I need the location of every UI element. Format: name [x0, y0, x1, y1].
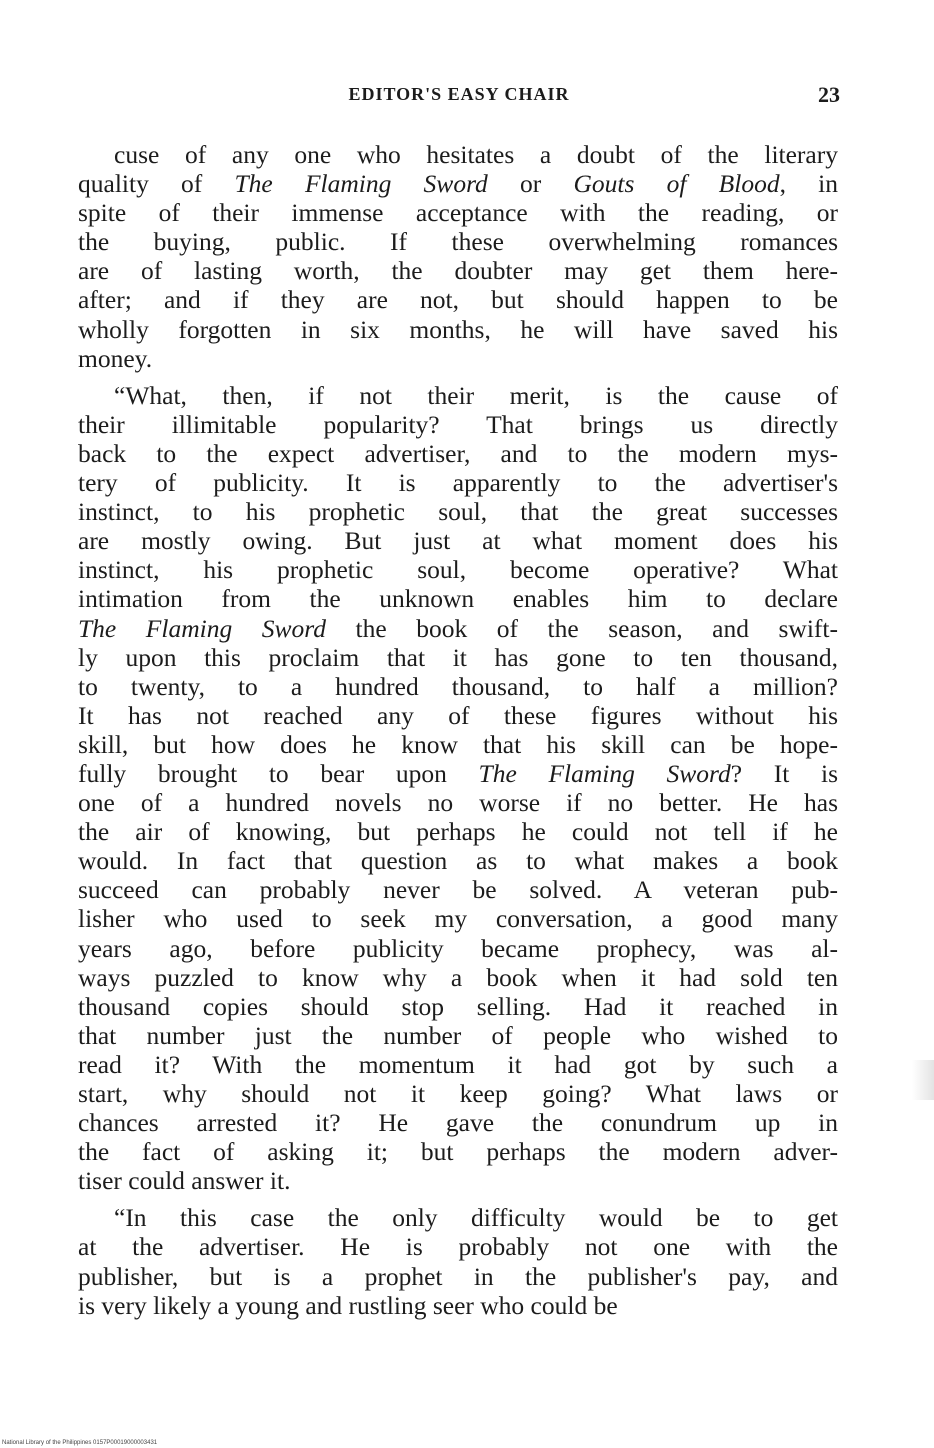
- text-line: the air of knowing, but perhaps he could not tell if he: [78, 817, 838, 847]
- text-line: instinct, his prophetic soul, become operative? What: [78, 555, 838, 585]
- text-line: ways puzzled to know why a book when it had sold ten: [78, 962, 838, 992]
- text-line: would. In fact that question as to what makes a book: [78, 846, 838, 876]
- paragraph-gap: [78, 373, 838, 381]
- text-line: lisher who used to seek my conversation, a good many: [78, 904, 838, 934]
- text-line: one of a hundred novels no worse if no better. He has: [78, 788, 838, 818]
- running-head: EDITOR'S EASY CHAIR: [348, 84, 570, 104]
- text-line: are of lasting worth, the doubter may get them here-: [78, 256, 838, 286]
- text-line: after; and if they are not, but should happen to be: [78, 285, 838, 315]
- text-line: The Flaming Sword the book of the season, and swift-: [78, 613, 838, 643]
- paragraph: [78, 381, 838, 1196]
- text-line: cuse of any one who hesitates a doubt of the literary: [114, 140, 838, 169]
- text-line: skill, but how does he know that his skill can be hope-: [78, 729, 838, 759]
- text-line: ly upon this proclaim that it has gone to ten thousand,: [78, 642, 838, 672]
- text-line: years ago, before publicity became prophecy, was al-: [78, 933, 838, 963]
- text-line: tiser could answer it.: [78, 1166, 291, 1196]
- page-number: 23: [818, 82, 840, 107]
- text-line: at the advertiser. He is probably not one with the: [78, 1232, 838, 1262]
- text-line: their illimitable popularity? That brings us directly: [78, 409, 838, 439]
- text-line: chances arrested it? He gave the conundrum up in: [78, 1108, 838, 1138]
- text-line: to twenty, to a hundred thousand, to half a million?: [78, 671, 838, 701]
- scan-footer-note: National Library of the Philippines 0157P00019000003431: [2, 1440, 158, 1446]
- text-line: that number just the number of people who wished to: [78, 1020, 838, 1050]
- text-line: “What, then, if not their merit, is the cause of: [114, 380, 838, 410]
- text-line: intimation from the unknown enables him to declare: [78, 584, 838, 614]
- book-title: The Flaming Sword: [478, 758, 731, 788]
- text-line: publisher, but is a prophet in the publisher's pay, and: [78, 1261, 838, 1291]
- text-line: spite of their immense acceptance with the reading, or: [78, 198, 838, 228]
- text-line: quality of The Flaming Sword or Gouts of Blood, in: [78, 169, 838, 199]
- book-title: The Flaming Sword: [234, 169, 488, 199]
- text-line: succeed can probably never be solved. A veteran pub-: [78, 875, 838, 905]
- page-edge-shadow: [912, 1060, 934, 1100]
- book-title: Gouts of Blood: [573, 169, 780, 199]
- paragraph: [78, 140, 838, 373]
- text-line: back to the expect advertiser, and to the modern mys-: [78, 438, 838, 468]
- paragraph-gap: [78, 1195, 838, 1203]
- text-line: fully brought to bear upon The Flaming Sword? It is: [78, 758, 838, 788]
- book-title: The Flaming Sword: [78, 613, 326, 643]
- text-line: money.: [78, 343, 153, 373]
- text-line: is very likely a young and rustling seer who could be: [78, 1290, 618, 1320]
- page-header: [78, 84, 840, 108]
- text-line: the buying, public. If these overwhelming romances: [78, 227, 838, 257]
- body-text: [78, 140, 838, 1320]
- text-line: instinct, to his prophetic soul, that the great successes: [78, 497, 838, 527]
- text-line: wholly forgotten in six months, he will have saved his: [78, 314, 838, 344]
- text-line: start, why should not it keep going? What laws or: [78, 1079, 838, 1108]
- text-line: read it? With the momentum it had got by such a: [78, 1049, 838, 1079]
- text-line: thousand copies should stop selling. Had it reached in: [78, 991, 838, 1021]
- text-line: the fact of asking it; but perhaps the modern adver-: [78, 1137, 838, 1167]
- paragraph: [78, 1203, 838, 1319]
- text-line: tery of publicity. It is apparently to the advertiser's: [78, 468, 838, 498]
- text-line: are mostly owing. But just at what moment does his: [78, 526, 838, 556]
- text-line: It has not reached any of these figures without his: [78, 700, 838, 730]
- text-line: “In this case the only difficulty would be to get: [114, 1203, 838, 1233]
